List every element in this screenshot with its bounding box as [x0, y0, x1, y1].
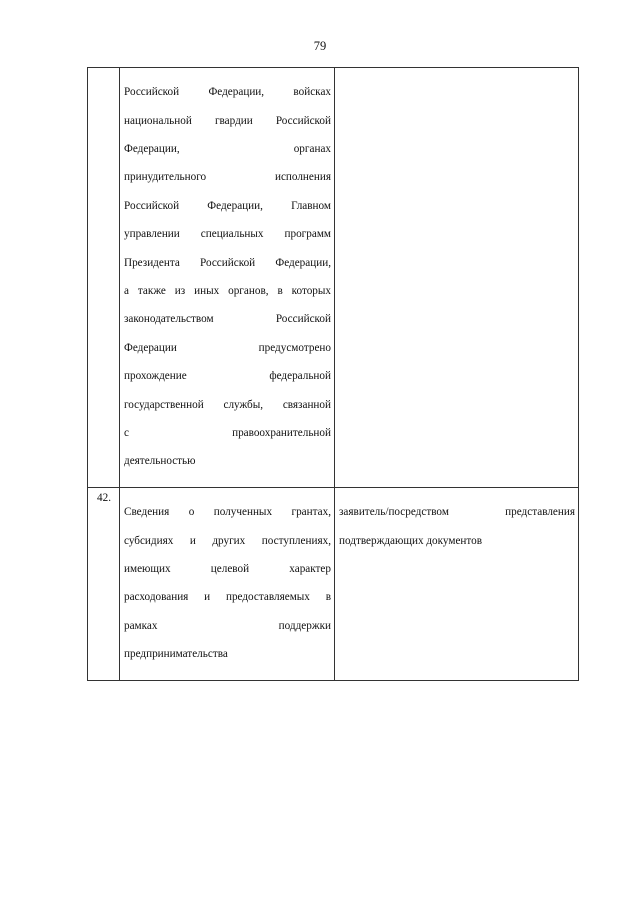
text-line: прохождение федеральной	[124, 370, 331, 383]
text-line: национальной гвардии Российской	[124, 114, 331, 127]
document-name-text	[124, 491, 331, 676]
table-row	[88, 487, 579, 680]
text-line: имеющих целевой характер	[124, 562, 331, 575]
document-source-cell	[335, 68, 579, 488]
document-source-cell	[335, 487, 579, 680]
text-line: Президента Российской Федерации,	[124, 256, 331, 269]
text-line: Сведения о полученных грантах,	[124, 506, 331, 519]
text-line: Российской Федерации, Главном	[124, 199, 331, 212]
document-name-cell	[120, 68, 335, 488]
documents-table	[87, 67, 579, 681]
document-name-text	[124, 71, 331, 483]
text-line: с правоохранительной	[124, 427, 331, 440]
row-number-cell: 42.	[88, 487, 120, 680]
page-number: 79	[313, 39, 327, 53]
text-line: предпринимательства	[124, 648, 228, 661]
text-line: субсидиях и других поступлениях,	[124, 534, 331, 547]
document-source-text	[339, 491, 575, 562]
text-line: деятельностью	[124, 455, 196, 468]
table-row	[88, 68, 579, 488]
text-line: а также из иных органов, в которых	[124, 285, 331, 298]
text-line: Российской Федерации, войсках	[124, 86, 331, 99]
text-line: Федерации, органах	[124, 143, 331, 156]
text-line: принудительного исполнения	[124, 171, 331, 184]
text-line: управлении специальных программ	[124, 228, 331, 241]
text-line: подтверждающих документов	[339, 534, 483, 547]
row-number-cell	[88, 68, 120, 488]
text-line: государственной службы, связанной	[124, 398, 331, 411]
text-line: заявитель/посредством представления	[339, 506, 575, 519]
document-name-cell	[120, 487, 335, 680]
text-line: Федерации предусмотрено	[124, 341, 331, 354]
text-line: расходования и предоставляемых в	[124, 591, 331, 604]
text-line: рамках поддержки	[124, 619, 331, 632]
text-line: законодательством Российской	[124, 313, 331, 326]
